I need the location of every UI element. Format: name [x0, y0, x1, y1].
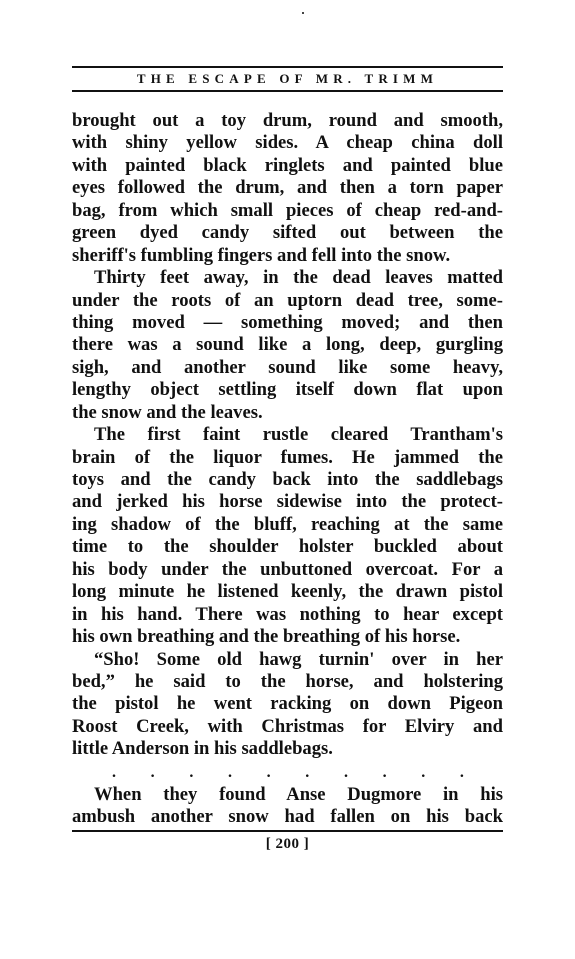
text-line: the snow and the leaves.: [72, 401, 263, 423]
footer-rule: [72, 830, 503, 832]
text-line: toys and the candy back into the saddlebags: [72, 469, 503, 490]
section-break-dot: .: [227, 764, 232, 781]
text-line: brain of the liquor fumes. He jammed the: [72, 446, 503, 468]
text-line: little Anderson in his saddlebags.: [72, 738, 333, 760]
text-line: Thirty feet away, in the dead leaves matted: [94, 267, 503, 289]
text-line: sheriff's fumbling fingers and fell into the snow.: [72, 244, 451, 266]
header-rule-top: [72, 66, 503, 68]
text-line: lengthy object settling itself down flat upon: [72, 379, 503, 401]
section-break-dot: .: [343, 764, 348, 781]
text-line: time to the shoulder holster buckled about: [72, 536, 503, 558]
text-line: the pistol he went racking on down Pigeon: [72, 693, 503, 715]
text-line: there was a sound like a long, deep, gurgling: [72, 334, 503, 356]
section-break: [112, 764, 464, 781]
body-text: [72, 110, 503, 761]
text-line: ambush another snow had fallen on his back: [72, 806, 503, 828]
text-line: and jerked his horse sidewise into the protect-: [72, 491, 503, 513]
section-break-dot: .: [266, 764, 271, 781]
text-line: under the roots of an uptorn dead tree, some-: [72, 289, 503, 311]
section-break-dot: .: [189, 764, 194, 781]
text-line: with shiny yellow sides. A cheap china doll: [72, 132, 503, 154]
section-break-dot: .: [421, 764, 426, 781]
page-number: [ 200 ]: [265, 836, 310, 852]
text-line: with painted black ringlets and painted blue: [72, 154, 503, 176]
text-line: eyes followed the drum, and then a torn paper: [72, 177, 503, 199]
text-line: thing moved — something moved; and then: [72, 311, 503, 333]
section-break-dot: .: [459, 764, 464, 781]
text-line: his body under the unbuttoned overcoat. For a: [72, 558, 503, 580]
section-break-dot: .: [150, 764, 155, 781]
text-line: sigh, and another sound like some heavy,: [72, 356, 503, 378]
section-break-dot: .: [112, 764, 116, 781]
section-break-dot: .: [382, 764, 387, 781]
running-head: THE ESCAPE OF MR. TRIMM: [136, 71, 439, 86]
text-line: bed,” he said to the horse, and holstering: [72, 670, 503, 692]
header-rule-bottom: [72, 90, 503, 92]
section-break-dot: .: [305, 764, 310, 781]
body-text-after-break: [72, 784, 503, 829]
text-line: green dyed candy sifted out between the: [72, 222, 503, 244]
text-line: bag, from which small pieces of cheap red-and-: [72, 199, 503, 221]
text-line: his own breathing and the breathing of his horse.: [72, 626, 461, 648]
text-line: ing shadow of the bluff, reaching at the same: [72, 513, 503, 535]
text-line: “Sho! Some old hawg turnin' over in her: [94, 648, 503, 670]
text-line: Roost Creek, with Christmas for Elviry and: [72, 715, 503, 737]
text-line: in his hand. There was nothing to hear except: [72, 603, 503, 625]
text-line: When they found Anse Dugmore in his: [94, 784, 503, 805]
scan-speck: [302, 12, 304, 14]
text-line: The first faint rustle cleared Trantham's: [94, 424, 503, 446]
text-line: long minute he listened keenly, the drawn pistol: [72, 581, 503, 603]
text-line: brought out a toy drum, round and smooth,: [72, 110, 503, 131]
